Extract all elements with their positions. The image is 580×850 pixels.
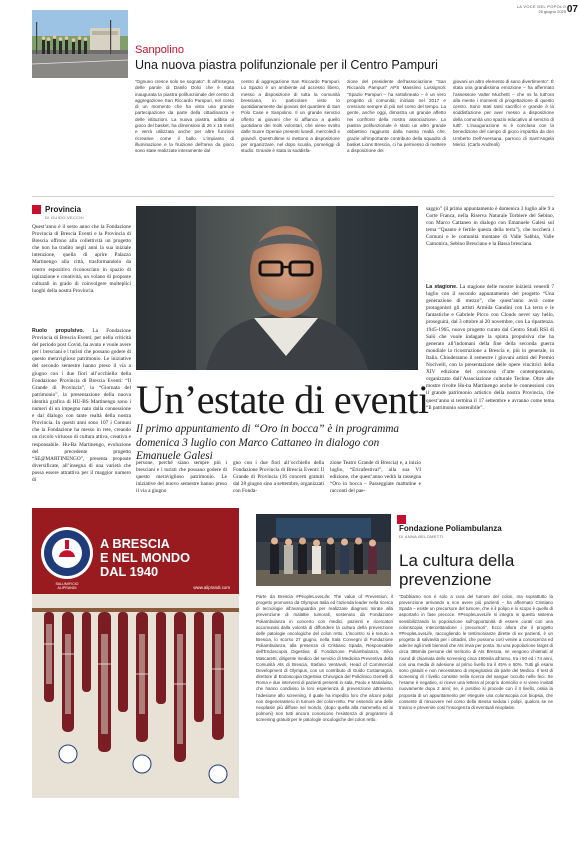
main-article-byline: DI GUIDO VECCHI	[45, 215, 84, 220]
ad-brand-line-1: SALUMIFICIO	[55, 582, 79, 586]
top-article-headline: Una nuova piastra polifunzionale per il Centro Pampuri	[135, 58, 438, 72]
masthead	[516, 4, 578, 15]
main-article-left-text: La Fondazione Provincia di Brescia Eventi, per nella criticità del periodo post Covid, ha avuto e vuole avere per i bresciani e i turisti che possano godere di questo meraviglioso patrimonio. Le iniziative del secondo semestre hanno preso il via a giugno con i due fiori all’occhiello della Fondazione Provincia di Brescia Eventi: “Il Grande di Provincia”, la “Giornata del patrimonio”, la presentazione della nuova identità grafica di HU-BS Martinengo sono i numeri di un impegno nato dalla connessione e dal dialogo con tante realtà della nostra Provincia. In questi anni sono 107 i Comuni che la Fondazione ha messo in rete, creando un circolo virtuoso di cultura attiva, creativa e responsabile. Hu-Ba Martinengo, evoluzione del precedente progetto “SE@MARTINENGO”, presenta proposte diversificate, all’insegna di una varietà che possa essere attrattiva per il maggior numero di	[32, 328, 132, 483]
main-article-right-lead-label: La stagione.	[426, 284, 458, 290]
poliambulanza-section-marker	[397, 515, 406, 524]
page-number: 07	[566, 4, 578, 15]
top-article-column-2: centro di aggregazione San Riccardo Pampuri. Lo Spazio è un ambiente ad accesso libero, messo a disposizione di tutta la comunità bresciana, in particolare visto lo quotidianamente dai giovani del quartiere di San Polo Case e Sanpolino. Il un grande servizio offerto ai giovani che si affianca a quello quotidiano dei molti volontari, che viene svolto dalle Suore Operaie presenti lunedì, mercoledì e giovedì. Quest’ultime si mettono a disposizione per organizzare, nel dopo scuola, pomeriggi di studio. Grande è stata la soddisfa-	[241, 79, 340, 154]
ad-slogan	[100, 537, 190, 579]
top-article-column-3: zione del presidente dell’associazione “San Riccardo Pampuri” APS Massimo Lussignoli: “Spazio Pampuri – ha sottolineato – è un vero progetto di comunità; iniziato nel 2017 e cresciuto sempre di più nel corso del tempo. La gente, anche oggi, dimostra un grande affetto nei confronti della nostra associazione. La piastra polifunzionale è stato un altro grande obbiettivo raggiunto dalla nostra realtà che, grazie all’importante contributo della squadra di basket Lions Brescia, ci ha permesso di mettere a disposizione dei	[347, 79, 446, 154]
publication-name: LA VOCE DEL POPOLO	[516, 4, 566, 9]
main-article-bottom-column-2: gno con i due fiori all’occhiello della Fondazione Provincia di Brescia Eventi: Il Grande di Provincia (16 concerti gratuiti dal 28 giugno sino a settembre, organizzati con Fonda-	[233, 460, 324, 495]
poliambulanza-event-photo	[256, 514, 391, 586]
ad-brand-line-2: ALIPRANDI	[57, 586, 77, 590]
main-article-lead-label: Ruolo propulsivo.	[32, 328, 85, 334]
main-article-intro	[32, 224, 131, 295]
poliambulanza-headline: La cultura della prevenzione	[399, 551, 515, 589]
top-article-column-1: “Ognuno cresce solo se sognato”. È all’insegna delle parole di Danilo Dolci che è stata inaugurata la piastra polifunzionale del centro di aggregazione San Riccardo Pampuri, nel corso di un momento che ha visto una grande partecipazione da parte della cittadinanza e delle istituzioni. La nuova piastra, adibita al gioco del basket, ha dimensioni di 26 x 15 metri e verrà utilizzata anche per altre funzioni ricreative come il ballo. L’impianto di illuminazione e la fruizione dell’area da gioco sono state realizzate interamente dal	[135, 79, 234, 154]
poliambulanza-right-column: “Dobbiamo non è solo a cura del tumore del colon, ma soprattutto la prevenzione arrivando a non avere più pazienti – ha affermato Cristiano Spada – esiste un precursore del tumore, che è il polipo e lo scopo è quello di asportarlo in fase precoce. #PeopleLoveLife si integra in questo sistema sensibilizzando la popolazione sull’opportunità di essere curati con una colonscopia intercettandone i precursori”. Ecco allora che il progetto #PeopleLoveLife, raccogliendo le testimonianze dirette di ex pazienti, è un progetto di salvavita per i cittadini, che possono così venire a conoscenza ed aderire agli inviti biennali che Ats invia per posta. Su una popolazione target di circa 385mila persone del territorio di Ats Brescia, ne vengono chiamati al round di chiamata dello screening circa 190mila all’anno, tra i 50 ed i 74 anni, con una media di adesione al primo livello tra il 45% e 50%. Tutti gli esami sono gratuiti e non necessitano di impegnativa da parte del Medico. Il test di screening di I livello consiste nella ricerca del sangue occulto nelle feci. Se l’esame è negativo, si riceve una lettera al proprio domicilio e si viene invitati nuovamente dopo 2 anni; se, è positivo si procede con il II livello, ossia la proposta di un appuntamento per eseguire una colonscopia con biopsia, che consente di rimuovere nel corso della stessa seduta i polipi, qualora se ne trovino e prevenire così l’insorgenza di eventuali neoplasie.	[399, 594, 553, 710]
section-divider-top	[32, 196, 554, 197]
main-article-right-text: La stagione delle mostre inizierà venerdì 7 luglio con il secondo appuntamento del progetto “Una generazione di mezzo”, che quest’anno avrà come protagonisti gli artisti Armida Gandini con La terra e le fantastiche e Gabriele Picco con Clouds never say hello, proseguirà, dal 3 ottobre al 20 novembre, con La ripartenza. 1945-1965, nuovo progetto curato dal Centro Studi RSI di Salò che vuole indagare la spinta propulsiva che ha generato all’indomani della fine della seconda guerra mondiale la ricostruzione a Brescia e, più in generale, in Italia. Chiuderanno il semestre i giovani artisti del Premio Nocivelli, con la presentazione delle opere vincitrici della XIV edizione del concorso d’arte contemporanea, organizzato dall’Associazione culturale Techne. Oltre alle mostre rivolte Hu-ba Martinengo anche le connessioni con il grande patrimonio artistico della nostra Provincia, che quest’anno si termina il 17 settembre e avranno come tema “Il patrimonio sostenibile”.	[426, 284, 555, 411]
section-marker	[32, 205, 41, 214]
aliprandi-advertisement[interactable]	[32, 508, 239, 798]
ad-website[interactable]: www.aliprandi.com	[193, 585, 230, 590]
main-article-intro-text: Quest’anno è il sesto anno che la Fondazione Provincia di Brescia Eventi e la Provincia di Brescia offrono alla collettività un progetto che non ha tradito negli anni la sua iniziale intenzione, quella di aprire Palazzo Martinengo alla città, trasformandolo da centro espositivo riconosciuto in spazio di ispirazione e creatività, un volano di proposte culturali in grado di coinvolgere molteplici luoghi della nostra Provincia.	[32, 224, 131, 294]
main-article-right-intro: saggio” (il primo appuntamento è domenica 3 luglio alle 9 a Corte Franca, nella Riserva Naturale Torbiere del Sebino, con Marco Cattaneo in dialogo con Emanuele Galesi sul tema “Quanto è fertile questa della terra”), che toccherà i Comuni e le comunità montane di Valle Sabbia, Valle Camonica, Sebino Bresciano e la Bassa bresciana.	[426, 206, 554, 248]
top-article-kicker: Sanpolino	[135, 44, 184, 56]
main-article-subtitle: Il primo appuntamento di “Oro in bocca” è in programma domenica 3 luglio con Marco Cattaneo in dialogo con Emanuele Galesi	[136, 423, 400, 462]
main-article-title: Un’estate di eventi	[136, 377, 429, 422]
sanpolino-court-photo	[32, 10, 128, 78]
salami-product-photo	[32, 594, 239, 798]
ad-slogan-line-3: DAL 1940	[100, 564, 159, 579]
ad-slogan-line-1: A BRESCIA	[100, 536, 170, 551]
aliprandi-logo	[40, 526, 94, 580]
poliambulanza-section-label: Fondazione Poliambulanza	[399, 524, 502, 533]
main-article-bottom-column-3: zione Teatro Grande di Brescia) e, a inizio luglio, “Ericafestival”, alla sua VI edizione, che quest’anno vedrà la rassegna “Oro in bocca – Passeggiate mattutine e racconti del pae-	[330, 460, 421, 495]
top-article-column-4: giovani un altro elemento di sano divertimento”. È stata una grandissima emozione – ha affermato l’assessore Valter Muchetti – che mi fa tutt’ora alla mente i momenti di progettazione di questo centro. Sono stati tanti sacrifici e grande è la soddisfazione per aver messo a disposizione della comunità uno spazio educativo al servizio di tutti”. L’inaugurazione si è conclusa con la benedizione del campo di gioco impartita da don Umberto Dell’Aversana, parroco di Sant’Angela Merici. (Carlo Andreoli)	[453, 79, 554, 147]
ad-brand-name	[40, 582, 94, 590]
poliambulanza-byline: DI ANNA BELOMETTI	[399, 534, 444, 539]
main-article-right-body	[426, 284, 554, 412]
section-label-provincia: Provincia	[45, 205, 82, 214]
poliambulanza-left-column: Parte da Brescia #PeopleLoveLife: The value of Prevention, il progetto promosso da Olympus Italia ed l’azienda leader nella ricerca di tecnologie all’avanguardia per realizzare diagnosi mirate alla prevenzione di malattie tumorali, sostenuto da Fondazione Poliambulanza in concerto con medici, pazienti e ricercatori accomunati dalla volontà di diffondere la cultura della prevenzione delle patologie oncologiche del colon retto. L’incontro si è tenuto a Brescia, lo scorso 27 giugno, nella Sala Convegni di Fondazione Poliambulanza, alla presenza di Cristiano Spada, Responsabile dell’Endoscopia Digestiva di Fondazione Poliambulanza, Silvo Mascaretti, dirigente medico del servizio di Medicina Preventiva della Comunità Ats di Brescia, Stefano Ventavoli, Head of Commercial Development di Olympus, con un contributo di Guido Costamagna, direttore di Endoscopia Digestiva Chirurgica del Policlinico Gemelli di Roma e due interventi di pazienti presenti in sala, Paolo e Marialuisa, che hanno condiviso la loro esperienza di prevenzione attraverso l’adesione allo screening, il quale ha impedito loro che alcuni polipi non degenerassero in tumore del colon-retto. Pur essendo una delle neoplasie più diffuse nel mondo, (dopo quella alla mammella ed ai polmoni) non tutti ancora conoscono l’esistenza di programmi di screening gratuiti per le patologie oncologiche del colon retto.	[256, 594, 393, 723]
main-article-left-body	[32, 328, 131, 484]
ad-slogan-line-2: E NEL MONDO	[100, 550, 191, 565]
main-article-bottom-column-1: persone, perché siano sempre più i bresciani e i turisti che possano godere di questo meraviglioso patrimonio. Le iniziative del nuovo semestre hanno preso il via a giugno	[136, 460, 227, 495]
publication-date: 26 giugno 2025	[538, 9, 566, 14]
speaker-portrait-photo	[136, 206, 418, 370]
